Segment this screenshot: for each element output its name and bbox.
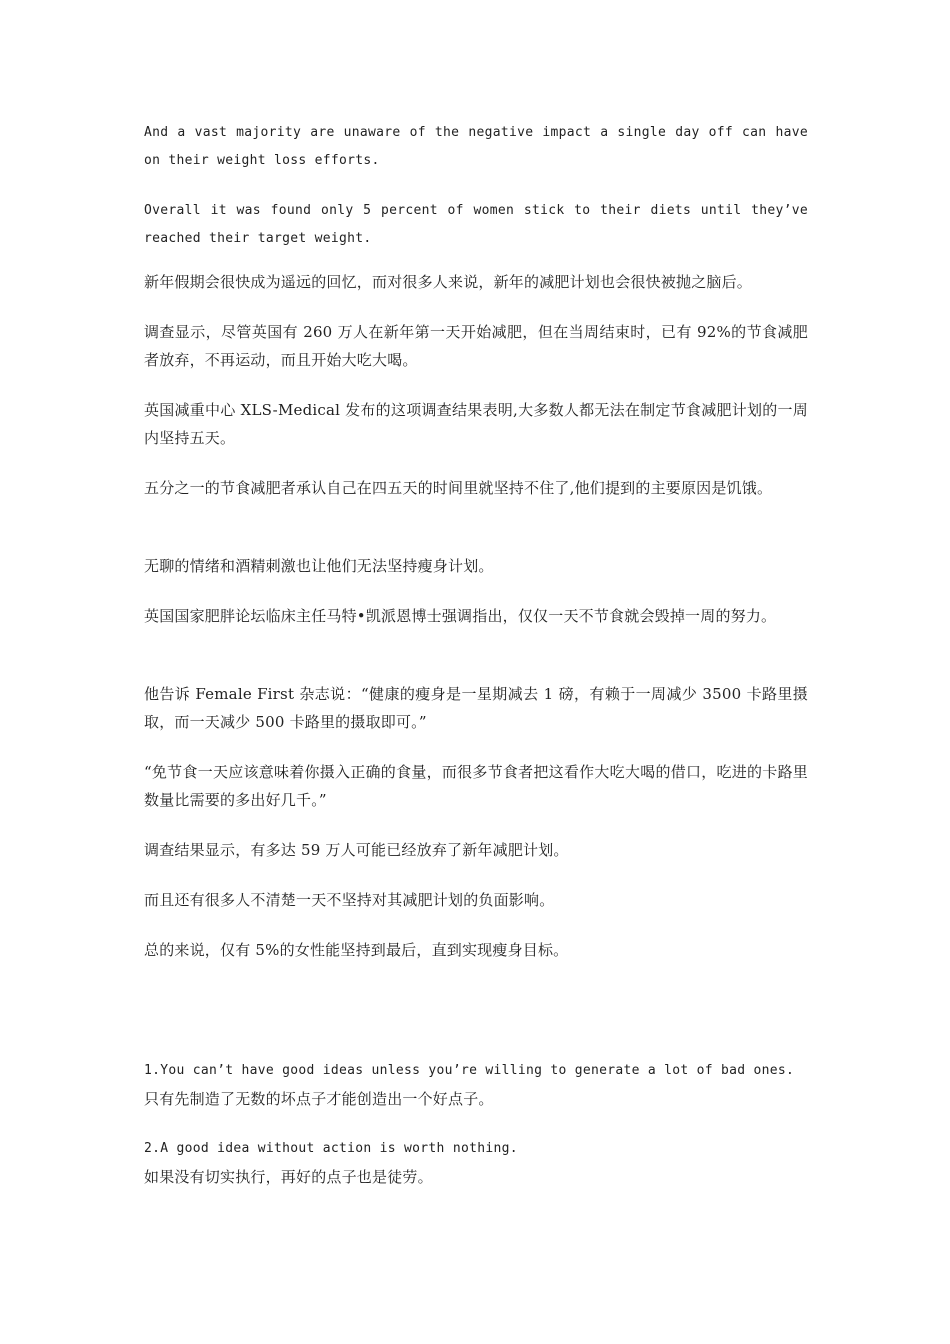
quote-1-chinese: 只有先制造了无数的坏点子才能创造出一个好点子。 xyxy=(144,1090,494,1108)
paragraph-zh-6: 英国国家肥胖论坛临床主任马特•凯派恩博士强调指出，仅仅一天不节食就会毁掉一周的努力。 xyxy=(144,607,777,625)
paragraph-zh-9: 调查结果显示，有多达 59 万人可能已经放弃了新年减肥计划。 xyxy=(144,841,569,859)
paragraph-zh-4: 五分之一的节食减肥者承认自己在四五天的时间里就坚持不住了,他们提到的主要原因是饥饿。 xyxy=(144,479,773,497)
quote-1-english: 1.You can’t have good ideas unless you’re willing to generate a lot of bad ones. xyxy=(144,1063,795,1078)
paragraph-zh-3: 英国减重中心 XLS-Medical 发布的这项调查结果表明,大多数人都无法在制定节食减肥计划的一周内坚持五天。 xyxy=(144,401,808,447)
paragraph-zh-7: 他告诉 Female First 杂志说：“健康的瘦身是一星期减去 1 磅，有赖于一周减少 3500 卡路里摄取，而一天减少 500 卡路里的摄取即可。” xyxy=(144,685,808,731)
paragraph-zh-1: 新年假期会很快成为遥远的回忆，而对很多人来说，新年的减肥计划也会很快被抛之脑后。 xyxy=(144,273,753,291)
paragraph-zh-10: 而且还有很多人不清楚一天不坚持对其减肥计划的负面影响。 xyxy=(144,891,555,909)
quote-1 xyxy=(144,1057,808,1113)
paragraph-zh-8: “免节食一天应该意味着你摄入正确的食量，而很多节食者把这看作大吃大喝的借口，吃进的卡路里数量比需要的多出好几千。” xyxy=(144,763,808,809)
paragraph-zh-5: 无聊的情绪和酒精刺激也让他们无法坚持瘦身计划。 xyxy=(144,557,494,575)
quote-2-chinese: 如果没有切实执行，再好的点子也是徒劳。 xyxy=(144,1168,433,1186)
quote-2 xyxy=(144,1135,808,1191)
paragraph-en-2: Overall it was found only 5 percent of women stick to their diets until they’ve reached their target weight. xyxy=(144,203,808,246)
paragraph-en-1: And a vast majority are unaware of the negative impact a single day off can have on their weight loss efforts. xyxy=(144,125,808,168)
quote-2-english: 2.A good idea without action is worth nothing. xyxy=(144,1141,518,1156)
paragraph-zh-11: 总的来说，仅有 5%的女性能坚持到最后，直到实现瘦身目标。 xyxy=(144,941,569,959)
paragraph-zh-2: 调查显示，尽管英国有 260 万人在新年第一天开始减肥，但在当周结束时，已有 92%的节食减肥者放弃，不再运动，而且开始大吃大喝。 xyxy=(144,323,808,369)
